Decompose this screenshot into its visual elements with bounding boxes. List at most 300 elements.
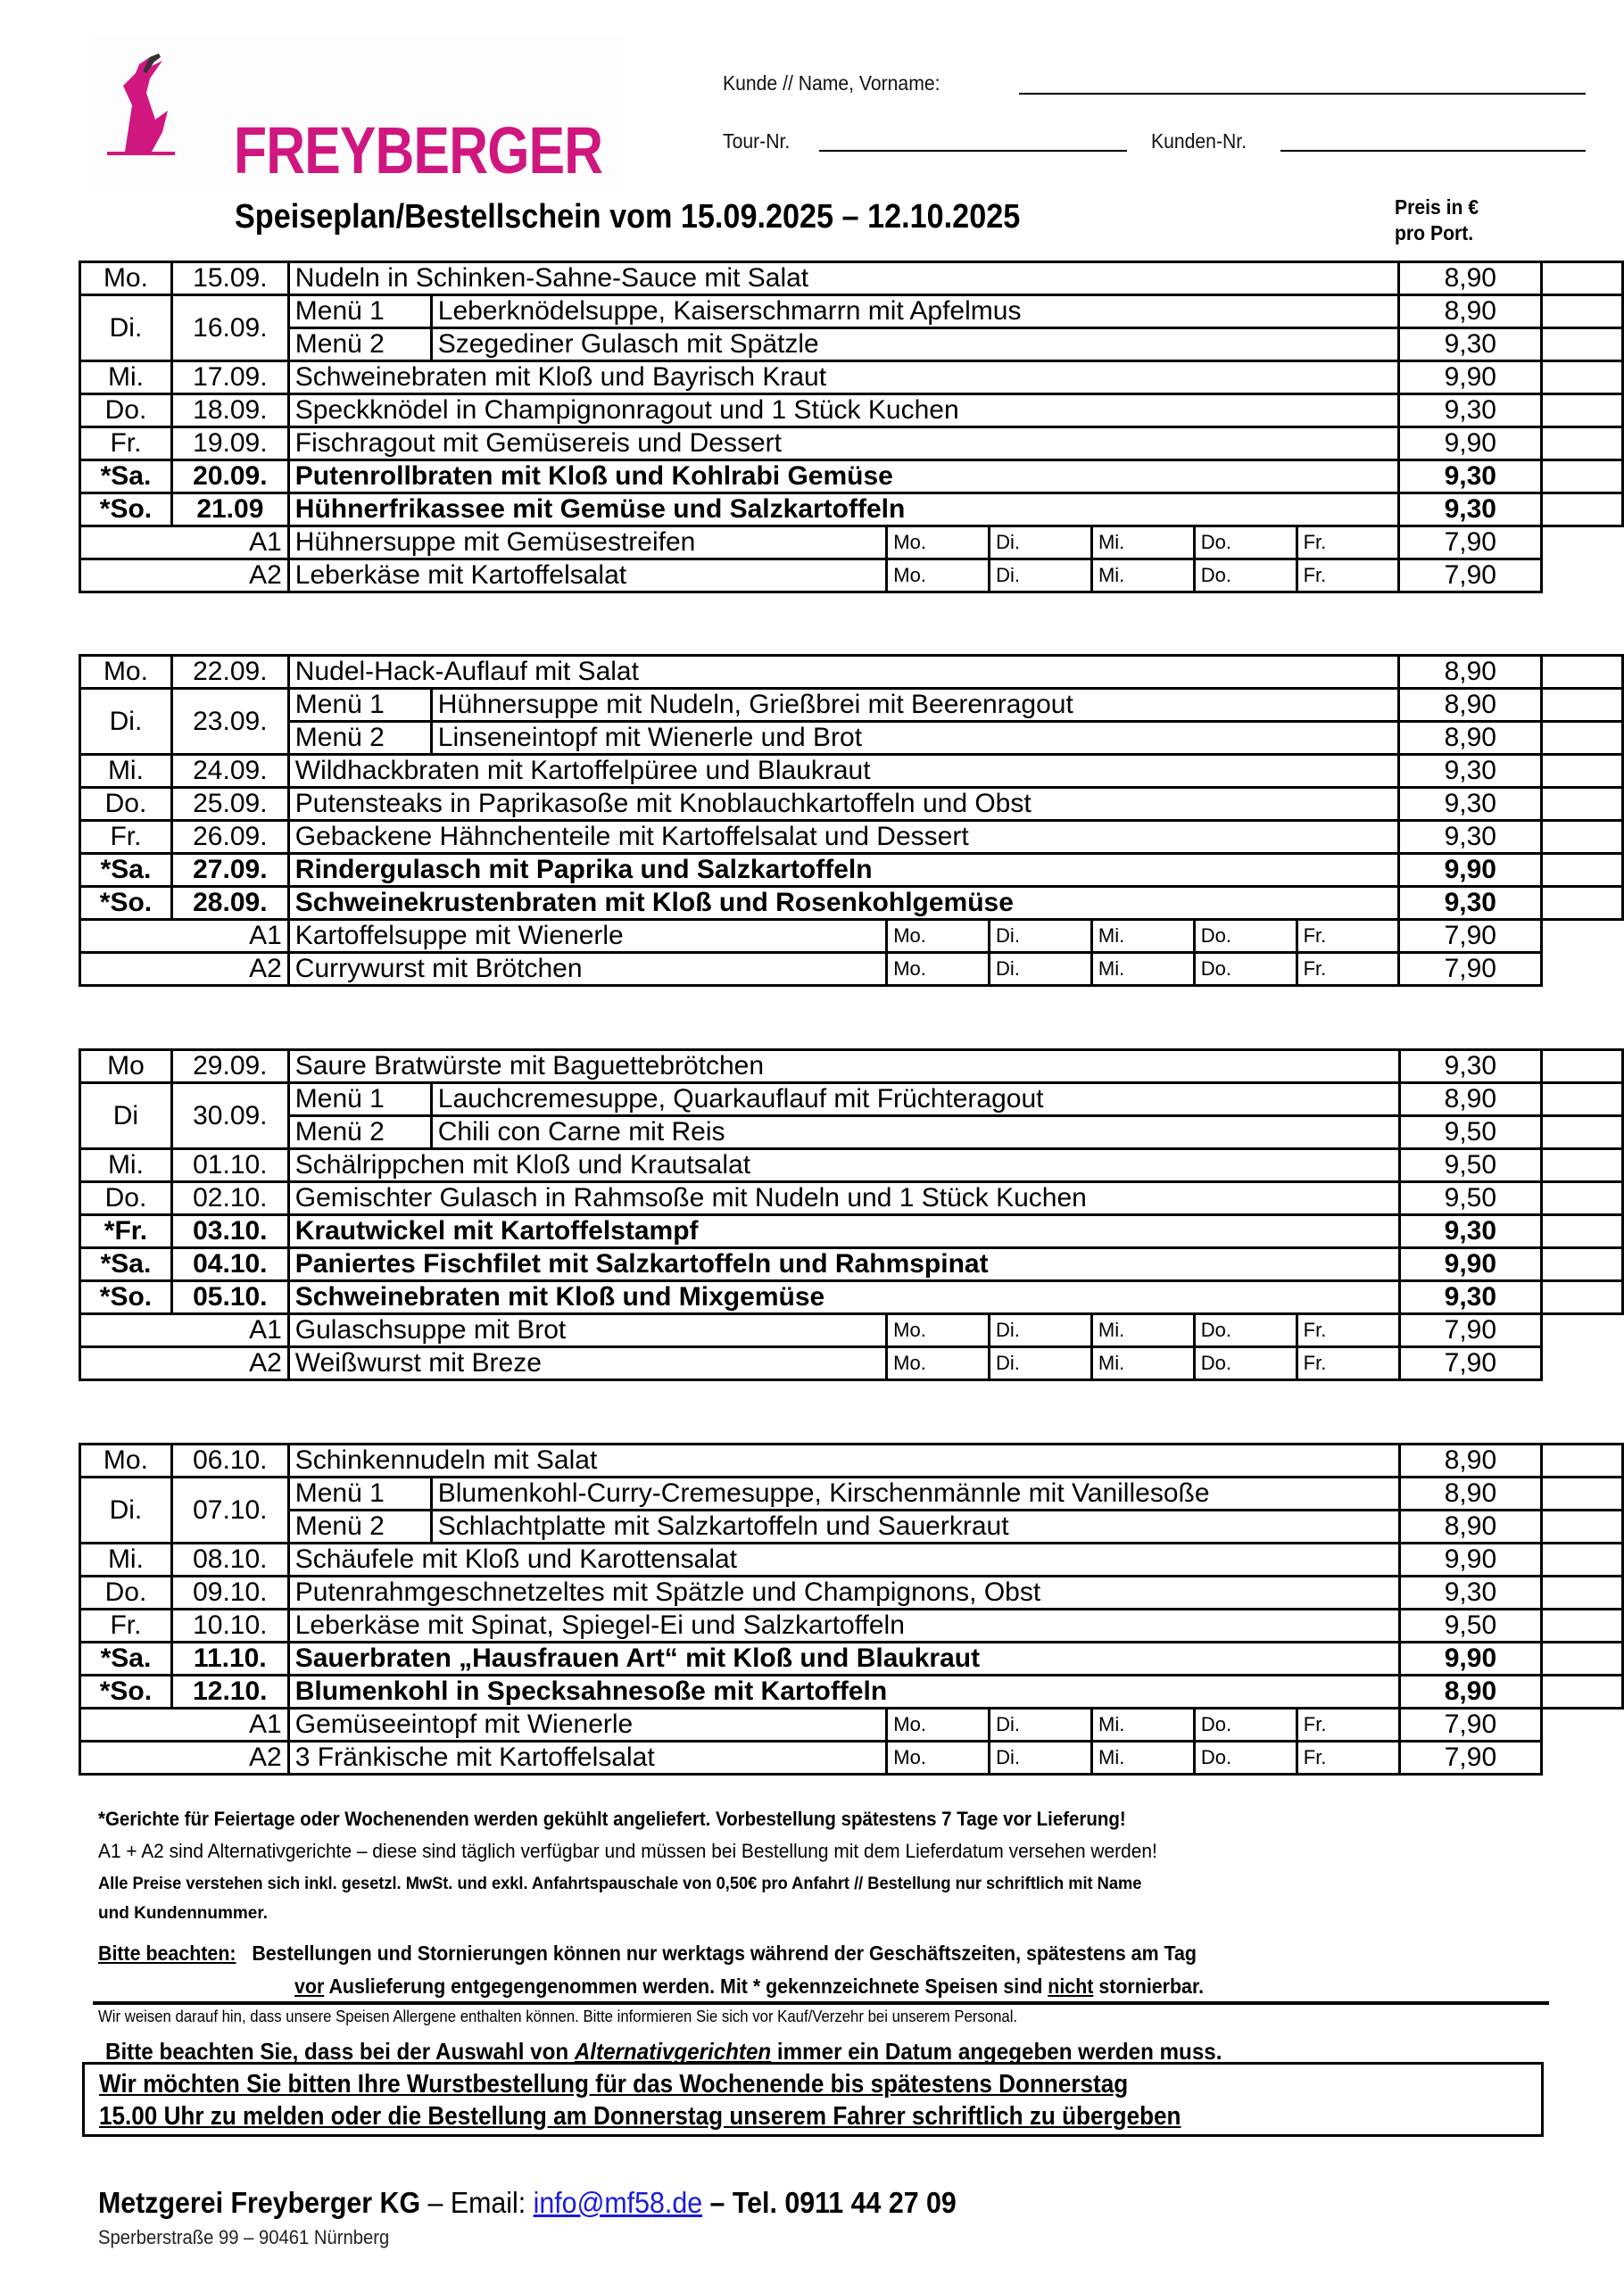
empty-cell: [1542, 953, 1623, 986]
weekday-select-0[interactable]: Mo.: [887, 1742, 990, 1775]
order-quantity-cell[interactable]: [1542, 262, 1623, 295]
brand-logo: [89, 36, 625, 187]
date: 23.09.: [171, 689, 288, 755]
alternative-dish: Kartoffelsuppe mit Wienerle: [288, 920, 886, 953]
day-row: [80, 262, 1623, 295]
day-row: [80, 854, 1623, 887]
price: 7,90: [1399, 920, 1542, 953]
order-quantity-cell[interactable]: [1542, 1643, 1623, 1676]
alternative-label: A1: [80, 526, 289, 559]
weekday: Di.: [80, 689, 172, 755]
dish-name: Chili con Carne mit Reis: [437, 1117, 725, 1147]
weekday: *Fr.: [80, 1215, 172, 1248]
weekday-select-3[interactable]: Do.: [1194, 526, 1297, 559]
attention-vor: vor: [294, 1975, 325, 1998]
weekday-select-4[interactable]: Fr.: [1297, 1347, 1399, 1380]
dish-name: Leberkäse mit Spinat, Spiegel-Ei und Salzkartoffeln: [288, 1610, 1399, 1643]
day-row: [80, 361, 1623, 394]
weekday: *So.: [80, 1676, 172, 1709]
order-quantity-cell[interactable]: [1542, 1050, 1623, 1083]
weekday-select-0[interactable]: Mo.: [887, 559, 990, 592]
order-quantity-cell[interactable]: [1542, 1544, 1623, 1577]
price: 8,90: [1399, 1445, 1542, 1478]
weekday-select-1[interactable]: Di.: [990, 1709, 1092, 1742]
weekday-select-3[interactable]: Do.: [1194, 1742, 1297, 1775]
date: 16.09.: [171, 295, 288, 361]
weekday: *Sa.: [80, 854, 172, 887]
weekday: Mi.: [80, 361, 172, 394]
weekday: Mi.: [80, 1149, 172, 1182]
menu-row: [80, 328, 1623, 361]
dish-name: Wildhackbraten mit Kartoffelpüree und Blaukraut: [288, 755, 1399, 788]
alternative-dish: Hühnersuppe mit Gemüsestreifen: [288, 526, 886, 559]
order-quantity-cell[interactable]: [1542, 361, 1623, 394]
weekday: Do.: [80, 394, 172, 427]
date: 08.10.: [171, 1544, 288, 1577]
alternative-row: [80, 1314, 1623, 1347]
weekday-select-1[interactable]: Di.: [990, 920, 1092, 953]
order-quantity-cell[interactable]: [1542, 1577, 1623, 1610]
empty-cell: [1542, 526, 1623, 559]
week-table: [79, 1048, 1624, 1381]
price: 9,30: [1399, 328, 1542, 361]
dish-name: Putenrahmgeschnetzeltes mit Spätzle und Champignons, Obst: [288, 1577, 1399, 1610]
date: 03.10.: [171, 1215, 288, 1248]
day-row: [80, 1149, 1623, 1182]
weekday: *So.: [80, 887, 172, 920]
weekday-select-3[interactable]: Do.: [1194, 1347, 1297, 1380]
order-quantity-cell[interactable]: [1542, 1116, 1623, 1149]
weekday-select-0[interactable]: Mo.: [887, 526, 990, 559]
tour-number-label: Tour-Nr.: [723, 129, 791, 153]
date: 30.09.: [171, 1083, 288, 1149]
dish-name: Gemischter Gulasch in Rahmsoße mit Nudeln und 1 Stück Kuchen: [288, 1182, 1399, 1215]
divider: [93, 2001, 1549, 2005]
weekday-select-3[interactable]: Do.: [1194, 1709, 1297, 1742]
order-quantity-cell[interactable]: [1542, 755, 1623, 788]
dish-name: Lauchcremesuppe, Quarkauflauf mit Früchteragout: [437, 1084, 1044, 1114]
weekday: Di.: [80, 295, 172, 361]
day-row: [80, 887, 1623, 920]
weekday-select-0[interactable]: Mo.: [887, 1347, 990, 1380]
dish-name: Sauerbraten „Hausfrauen Art“ mit Kloß und Blaukraut: [288, 1643, 1399, 1676]
weekday-select-0[interactable]: Mo.: [887, 1709, 990, 1742]
alternative-label: A1: [80, 1709, 289, 1742]
price: 7,90: [1399, 1709, 1542, 1742]
bull-icon: [107, 52, 205, 159]
weekday-select-3[interactable]: Do.: [1194, 953, 1297, 986]
order-quantity-cell[interactable]: [1542, 788, 1623, 821]
order-quantity-cell[interactable]: [1542, 427, 1623, 460]
empty-cell: [1542, 1314, 1623, 1347]
day-row: [80, 1050, 1623, 1083]
dish-name: Blumenkohl in Specksahnesoße mit Kartoffeln: [288, 1676, 1399, 1709]
weekday: Mo.: [80, 262, 172, 295]
weekday-select-2[interactable]: Mi.: [1091, 526, 1194, 559]
weekday-select-4[interactable]: Fr.: [1297, 1314, 1399, 1347]
date: 19.09.: [171, 427, 288, 460]
dish-name: Schälrippchen mit Kloß und Krautsalat: [288, 1149, 1399, 1182]
customer-number-label: Kunden-Nr.: [1151, 129, 1247, 153]
order-quantity-cell[interactable]: [1542, 394, 1623, 427]
weekday-select-1[interactable]: Di.: [990, 559, 1092, 592]
weekday: *Sa.: [80, 1643, 172, 1676]
order-quantity-cell[interactable]: [1542, 1511, 1623, 1544]
alternatives-note: A1 + A2 sind Alternativgerichte – diese sind täglich verfügbar und müssen bei Bestellung mit dem Lieferdatum versehen werden!: [98, 1840, 1157, 1862]
dish-name: Krautwickel mit Kartoffelstampf: [288, 1215, 1399, 1248]
day-row: [80, 493, 1623, 526]
weekday-select-2[interactable]: Mi.: [1091, 559, 1194, 592]
date: 10.10.: [171, 1610, 288, 1643]
email-link[interactable]: info@mf58.de: [533, 2186, 703, 2219]
day-row: [80, 656, 1623, 689]
alternative-row: [80, 526, 1623, 559]
weekday-select-1[interactable]: Di.: [990, 1314, 1092, 1347]
weekday: Mo.: [80, 656, 172, 689]
alternative-dish: Gemüseeintopf mit Wienerle: [288, 1709, 887, 1742]
order-quantity-cell[interactable]: [1542, 460, 1623, 493]
address: Sperberstraße 99 – 90461 Nürnberg: [98, 2226, 390, 2248]
alternative-dish: Gulaschsuppe mit Brot: [288, 1314, 886, 1347]
weekday-select-3[interactable]: Do.: [1194, 559, 1297, 592]
price: 9,30: [1399, 1050, 1542, 1083]
weekday-select-2[interactable]: Mi.: [1091, 1314, 1194, 1347]
page-title: Speiseplan/Bestellschein vom 15.09.2025 – 12.10.2025: [235, 198, 1021, 236]
date: 24.09.: [171, 755, 288, 788]
price: 9,30: [1399, 1215, 1542, 1248]
empty-cell: [1542, 920, 1623, 953]
weekday-select-2[interactable]: Mi.: [1091, 920, 1194, 953]
weekday: Mi.: [80, 1544, 172, 1577]
day-row: [80, 1577, 1623, 1610]
weekday-select-1[interactable]: Di.: [990, 1347, 1092, 1380]
price: 9,50: [1399, 1182, 1542, 1215]
date: 27.09.: [171, 854, 288, 887]
weekday: Do.: [80, 1182, 172, 1215]
attention-note: [98, 1941, 1443, 1966]
attention-label: Bitte beachten:: [98, 1941, 236, 1965]
weekday: Fr.: [80, 821, 172, 854]
menu-label: Menü 1: [290, 690, 432, 720]
order-quantity-cell[interactable]: [1542, 821, 1623, 854]
weekday: Fr.: [80, 427, 172, 460]
price: 9,30: [1399, 887, 1542, 920]
day-row: [80, 1248, 1623, 1281]
menu-row: [80, 1116, 1623, 1149]
date: 29.09.: [171, 1050, 288, 1083]
price: 8,90: [1399, 689, 1542, 722]
week-table: [79, 654, 1624, 987]
alternative-row: [80, 1742, 1623, 1775]
menu-label: Menü 2: [290, 723, 432, 753]
menu-row: [80, 722, 1623, 755]
week-table: [79, 1443, 1624, 1776]
attention-line1: Bestellungen und Stornierungen können nur werktags während der Geschäftszeiten, spätestens am Tag: [252, 1941, 1197, 1965]
day-row: [80, 1281, 1623, 1314]
order-quantity-cell[interactable]: [1542, 1149, 1623, 1182]
alternative-label: A1: [80, 1314, 289, 1347]
day-row: [80, 755, 1623, 788]
date: 05.10.: [171, 1281, 288, 1314]
weekday-select-1[interactable]: Di.: [990, 953, 1092, 986]
weekday: Mo.: [80, 1445, 172, 1478]
dish-name: Fischragout mit Gemüsereis und Dessert: [288, 427, 1399, 460]
sausage-note-line1: Wir möchten Sie bitten Ihre Wurstbestellung für das Wochenende bis spätestens Donnerstag: [99, 2070, 1129, 2099]
price: 9,50: [1399, 1149, 1542, 1182]
alternative-dish: 3 Fränkische mit Kartoffelsalat: [288, 1742, 887, 1775]
date: 25.09.: [171, 788, 288, 821]
day-row: [80, 1676, 1623, 1709]
weekday-select-4[interactable]: Fr.: [1297, 953, 1399, 986]
alternative-row: [80, 1347, 1623, 1380]
alternative-label: A2: [80, 559, 289, 592]
weekday-select-1[interactable]: Di.: [990, 1742, 1092, 1775]
order-quantity-cell[interactable]: [1542, 1182, 1623, 1215]
dish-name: Linseneintopf mit Wienerle und Brot: [437, 723, 863, 752]
date: 04.10.: [171, 1248, 288, 1281]
alternative-row: [80, 1709, 1623, 1742]
dish-name: Hühnersuppe mit Nudeln, Grießbrei mit Beerenragout: [437, 690, 1073, 719]
date-note-text: Bitte beachten Sie, dass bei der Auswahl von: [105, 2038, 575, 2065]
price: 9,30: [1399, 460, 1542, 493]
brand-name: FREYBERGER: [234, 113, 603, 187]
date: 15.09.: [171, 262, 288, 295]
weekday: *Sa.: [80, 1248, 172, 1281]
date: 06.10.: [171, 1445, 288, 1478]
weekday-select-4[interactable]: Fr.: [1297, 559, 1399, 592]
weekday: *Sa.: [80, 460, 172, 493]
weekday: Di.: [80, 1478, 172, 1544]
price: 8,90: [1399, 1511, 1542, 1544]
week-table: [79, 261, 1624, 593]
menu-row: [80, 1083, 1623, 1116]
price: 8,90: [1399, 722, 1542, 755]
dish-name: Schweinebraten mit Kloß und Bayrisch Kraut: [288, 361, 1399, 394]
weekday: Do.: [80, 788, 172, 821]
order-quantity-cell[interactable]: [1542, 1676, 1623, 1709]
menu-label: Menü 2: [290, 329, 432, 360]
weekday: Di: [80, 1083, 172, 1149]
price: 7,90: [1399, 1742, 1542, 1775]
weekday-select-0[interactable]: Mo.: [887, 1314, 990, 1347]
dish-name: Szegediner Gulasch mit Spätzle: [437, 329, 819, 359]
price: 9,50: [1399, 1610, 1542, 1643]
order-quantity-cell[interactable]: [1542, 1281, 1623, 1314]
weekday-select-4[interactable]: Fr.: [1297, 526, 1399, 559]
order-quantity-cell[interactable]: [1542, 1478, 1623, 1511]
menu-label: Menü 2: [290, 1117, 432, 1147]
sausage-order-box: [82, 2062, 1544, 2137]
date: 12.10.: [171, 1676, 288, 1709]
date: 02.10.: [171, 1182, 288, 1215]
dish-name: Schweinebraten mit Kloß und Mixgemüse: [288, 1281, 1399, 1314]
weekday-select-0[interactable]: Mo.: [887, 920, 990, 953]
price: 7,90: [1399, 953, 1542, 986]
price: 9,90: [1399, 361, 1542, 394]
price: 9,90: [1399, 1643, 1542, 1676]
dish-name: Gebackene Hähnchenteile mit Kartoffelsalat und Dessert: [288, 821, 1399, 854]
alternative-row: [80, 953, 1623, 986]
dish-name: Schinkennudeln mit Salat: [288, 1445, 1399, 1478]
order-quantity-cell[interactable]: [1542, 656, 1623, 689]
price-header-line1: Preis in €: [1395, 195, 1479, 219]
holiday-note: *Gerichte für Feiertage oder Wochenenden werden gekühlt angeliefert. Vorbestellung spätestens 7 Tage vor Lieferung!: [98, 1808, 1126, 1830]
date: 20.09.: [171, 460, 288, 493]
customer-name-label: Kunde // Name, Vorname:: [723, 71, 940, 95]
date: 17.09.: [171, 361, 288, 394]
price: 9,90: [1399, 427, 1542, 460]
phone-number: – Tel. 0911 44 27 09: [702, 2186, 957, 2219]
price-header-line2: pro Port.: [1395, 221, 1474, 244]
price: 8,90: [1399, 1676, 1542, 1709]
order-quantity-cell[interactable]: [1542, 887, 1623, 920]
day-row: [80, 1182, 1623, 1215]
dish-name: Leberknödelsuppe, Kaiserschmarrn mit Apfelmus: [437, 296, 1022, 326]
date: 28.09.: [171, 887, 288, 920]
date-note-end: immer ein Datum angegeben werden muss.: [771, 2038, 1222, 2065]
order-quantity-cell[interactable]: [1542, 689, 1623, 722]
day-row: [80, 1643, 1623, 1676]
day-row: [80, 788, 1623, 821]
date-note-emphasis: Alternativgerichten: [574, 2038, 772, 2065]
price: 8,90: [1399, 656, 1542, 689]
dish-name: Schweinekrustenbraten mit Kloß und Rosenkohlgemüse: [288, 887, 1399, 920]
price: 9,30: [1399, 755, 1542, 788]
allergen-note: Wir weisen darauf hin, dass unsere Speisen Allergene enthalten können. Bitte informieren Sie sich vor Kauf/Verzehr bei unserem Personal.: [98, 2008, 1018, 2025]
dish-name: Saure Bratwürste mit Baguettebrötchen: [288, 1050, 1399, 1083]
dish-name: Nudeln in Schinken-Sahne-Sauce mit Salat: [288, 262, 1399, 295]
day-row: [80, 427, 1623, 460]
alternative-label: A2: [80, 1347, 289, 1380]
menu-row: [80, 295, 1623, 328]
alternative-dish: Currywurst mit Brötchen: [288, 953, 886, 986]
empty-cell: [1542, 1742, 1623, 1775]
weekday: Fr.: [80, 1610, 172, 1643]
weekday-select-2[interactable]: Mi.: [1091, 1347, 1194, 1380]
alternative-dish: Leberkäse mit Kartoffelsalat: [288, 559, 886, 592]
day-row: [80, 1215, 1623, 1248]
price: 9,50: [1399, 1116, 1542, 1149]
prices-note-line2: und Kundennummer.: [98, 1904, 268, 1923]
menu-label: Menü 1: [290, 296, 432, 327]
date: 11.10.: [171, 1643, 288, 1676]
attention-note-line2: [294, 1975, 1624, 1999]
menu-label: Menü 1: [290, 1478, 432, 1509]
alternative-row: [80, 559, 1623, 592]
company-name: Metzgerei Freyberger KG: [98, 2186, 421, 2219]
price: 9,30: [1399, 1281, 1542, 1314]
weekday-select-4[interactable]: Fr.: [1297, 920, 1399, 953]
price: 9,30: [1399, 1577, 1542, 1610]
order-quantity-cell[interactable]: [1542, 1248, 1623, 1281]
prices-note-line1: Alle Preise verstehen sich inkl. gesetzl. MwSt. und exkl. Anfahrtspauschale von 0,50€ pro Anfahrt // Bestellung nur schriftlich mit Name: [98, 1875, 1142, 1893]
order-quantity-cell[interactable]: [1542, 1215, 1623, 1248]
order-quantity-cell[interactable]: [1542, 295, 1623, 328]
weekday-select-2[interactable]: Mi.: [1092, 1742, 1195, 1775]
date: 09.10.: [171, 1577, 288, 1610]
order-quantity-cell[interactable]: [1542, 722, 1623, 755]
price: 7,90: [1399, 1314, 1542, 1347]
price: 9,30: [1399, 788, 1542, 821]
alternative-label: A2: [80, 1742, 289, 1775]
dish-name: Putenrollbraten mit Kloß und Kohlrabi Gemüse: [288, 460, 1399, 493]
order-quantity-cell[interactable]: [1542, 1610, 1623, 1643]
weekday-select-3[interactable]: Do.: [1194, 1314, 1297, 1347]
attention-line2-end: stornierbar.: [1093, 1975, 1205, 1998]
empty-cell: [1542, 1709, 1623, 1742]
price: 8,90: [1399, 295, 1542, 328]
menu-row: [80, 689, 1623, 722]
price-header: [1395, 195, 1479, 246]
weekday-select-4[interactable]: Fr.: [1297, 1742, 1399, 1775]
price: 9,90: [1399, 1248, 1542, 1281]
price: 8,90: [1399, 262, 1542, 295]
weekday: Do.: [80, 1577, 172, 1610]
date: 18.09.: [171, 394, 288, 427]
order-quantity-cell[interactable]: [1542, 1445, 1623, 1478]
date: 21.09: [171, 493, 288, 526]
order-quantity-cell[interactable]: [1542, 328, 1623, 361]
customer-number-input[interactable]: [1280, 150, 1586, 152]
weekday-select-2[interactable]: Mi.: [1092, 1709, 1195, 1742]
price: 8,90: [1399, 1478, 1542, 1511]
price: 9,90: [1399, 854, 1542, 887]
email-label: – Email:: [420, 2186, 534, 2219]
price: 9,30: [1399, 821, 1542, 854]
day-row: [80, 821, 1623, 854]
alternative-label: A1: [80, 920, 289, 953]
date: 07.10.: [171, 1478, 288, 1544]
date: 26.09.: [171, 821, 288, 854]
price: 7,90: [1399, 559, 1542, 592]
weekday-select-1[interactable]: Di.: [990, 526, 1092, 559]
alternative-row: [80, 920, 1623, 953]
date: 01.10.: [171, 1149, 288, 1182]
menu-row: [80, 1478, 1623, 1511]
dish-name: Schlachtplatte mit Salzkartoffeln und Sauerkraut: [437, 1511, 1009, 1541]
customer-name-input[interactable]: [1019, 93, 1586, 95]
sausage-note-line2: 15.00 Uhr zu melden oder die Bestellung am Donnerstag unserem Fahrer schriftlich zu übergeben: [99, 2102, 1181, 2131]
weekday-select-4[interactable]: Fr.: [1297, 1709, 1399, 1742]
empty-cell: [1542, 1347, 1623, 1380]
weekday-select-0[interactable]: Mo.: [887, 953, 990, 986]
alternative-label: A2: [80, 953, 289, 986]
weekday: *So.: [80, 493, 172, 526]
alternative-dish: Weißwurst mit Breze: [288, 1347, 886, 1380]
day-row: [80, 1445, 1623, 1478]
attention-nicht: nicht: [1048, 1975, 1094, 1998]
day-row: [80, 394, 1623, 427]
dish-name: Rindergulasch mit Paprika und Salzkartoffeln: [288, 854, 1399, 887]
dish-name: Speckknödel in Champignonragout und 1 Stück Kuchen: [288, 394, 1399, 427]
date: 22.09.: [171, 656, 288, 689]
price: 9,90: [1399, 1544, 1542, 1577]
empty-cell: [1542, 559, 1623, 592]
order-quantity-cell[interactable]: [1542, 493, 1623, 526]
tour-number-input[interactable]: [819, 150, 1127, 152]
menu-label: Menü 1: [290, 1084, 432, 1114]
weekday: *So.: [80, 1281, 172, 1314]
weekday-select-2[interactable]: Mi.: [1091, 953, 1194, 986]
order-quantity-cell[interactable]: [1542, 854, 1623, 887]
day-row: [80, 1610, 1623, 1643]
footer-contact: [98, 2186, 957, 2220]
day-row: [80, 1544, 1623, 1577]
price: 8,90: [1399, 1083, 1542, 1116]
weekday-select-3[interactable]: Do.: [1194, 920, 1297, 953]
dish-name: Nudel-Hack-Auflauf mit Salat: [288, 656, 1399, 689]
order-quantity-cell[interactable]: [1542, 1083, 1623, 1116]
